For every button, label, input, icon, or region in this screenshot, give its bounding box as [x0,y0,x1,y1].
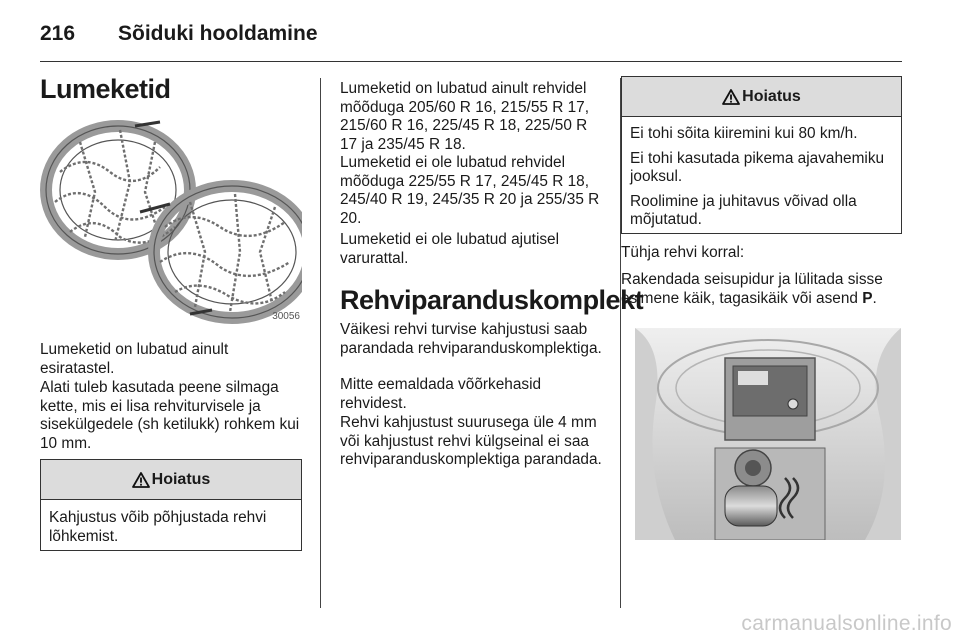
paragraph-text: Rakendada seisupidur ja lülitada sisse esimene käik, tagasikäik või asend [621,271,883,307]
repair-kit-figure [635,328,901,540]
warning-box [621,76,902,234]
warning-header [41,460,301,500]
column-divider-1 [320,78,321,608]
figure-number: 30056 [272,311,300,322]
section-title-snow-chains: Lumeketid [40,74,171,104]
watermark: carmanualsonline.info [741,612,952,635]
page-number: 216 [40,22,76,45]
paragraph: Rehvi kahjustust suurusega üle 4 mm või kahjustust rehvi külgseinal ei saa rehviparanduskomplektiga parandada. [340,414,602,468]
paragraph: Alati tuleb kasutada peene silmaga kette, mis ei lisa rehviturvisele ja sisekülgedele (sh ketilukk) rohkem kui 10 mm. [40,379,300,452]
page-title: Sõiduki hooldamine [118,22,318,45]
paragraph: Väikesi rehvi turvise kahjustusi saab parandada rehviparanduskomplektiga. [340,321,602,357]
warning-box [40,459,302,551]
warning-text: Ei tohi sõita kiiremini kui 80 km/h. [630,125,858,142]
paragraph [621,271,883,308]
warning-text: Ei tohi kasutada pikema ajavahemiku jooksul. [630,149,885,185]
paragraph: Lumeketid on lubatud ainult rehvidel mõõduga 205/60 R 16, 215/55 R 17, 215/60 R 16, 225/45 R 18, 225/50 R 17 ja 235/45 R 18. [340,80,590,153]
paragraph: Lumeketid ei ole lubatud ajutisel varurattal. [340,231,560,267]
page-header [40,18,902,62]
paragraph-end: . [872,289,877,307]
paragraph: Lumeketid on lubatud ainult esiratastel. [40,341,229,377]
warning-triangle-icon [722,89,740,105]
paragraph: Tühja rehvi korral: [621,244,745,261]
paragraph: Mitte eemaldada võõrkehasid rehvidest. [340,376,542,412]
warning-header [622,77,901,117]
warning-triangle-icon [132,472,150,488]
warning-text: Kahjustus võib põhjustada rehvi lõhkemist. [49,509,267,545]
paragraph: Lumeketid ei ole lubatud rehvidel mõõduga 225/55 R 17, 245/45 R 18, 245/40 R 19, 245/35 R 20 ja 255/35 R 20. [340,154,600,227]
repair-kit-illustration [635,328,901,540]
gear-position-p: P [862,289,873,307]
warning-title: Hoiatus [742,87,801,105]
warning-title: Hoiatus [151,470,211,488]
snow-chains-figure [40,112,302,324]
section-title-repair-kit: Rehviparanduskomplekt [340,285,644,315]
warning-text: Roolimine ja juhitavus võivad olla mõjutatud. [630,192,857,228]
snow-chains-illustration [40,112,302,324]
